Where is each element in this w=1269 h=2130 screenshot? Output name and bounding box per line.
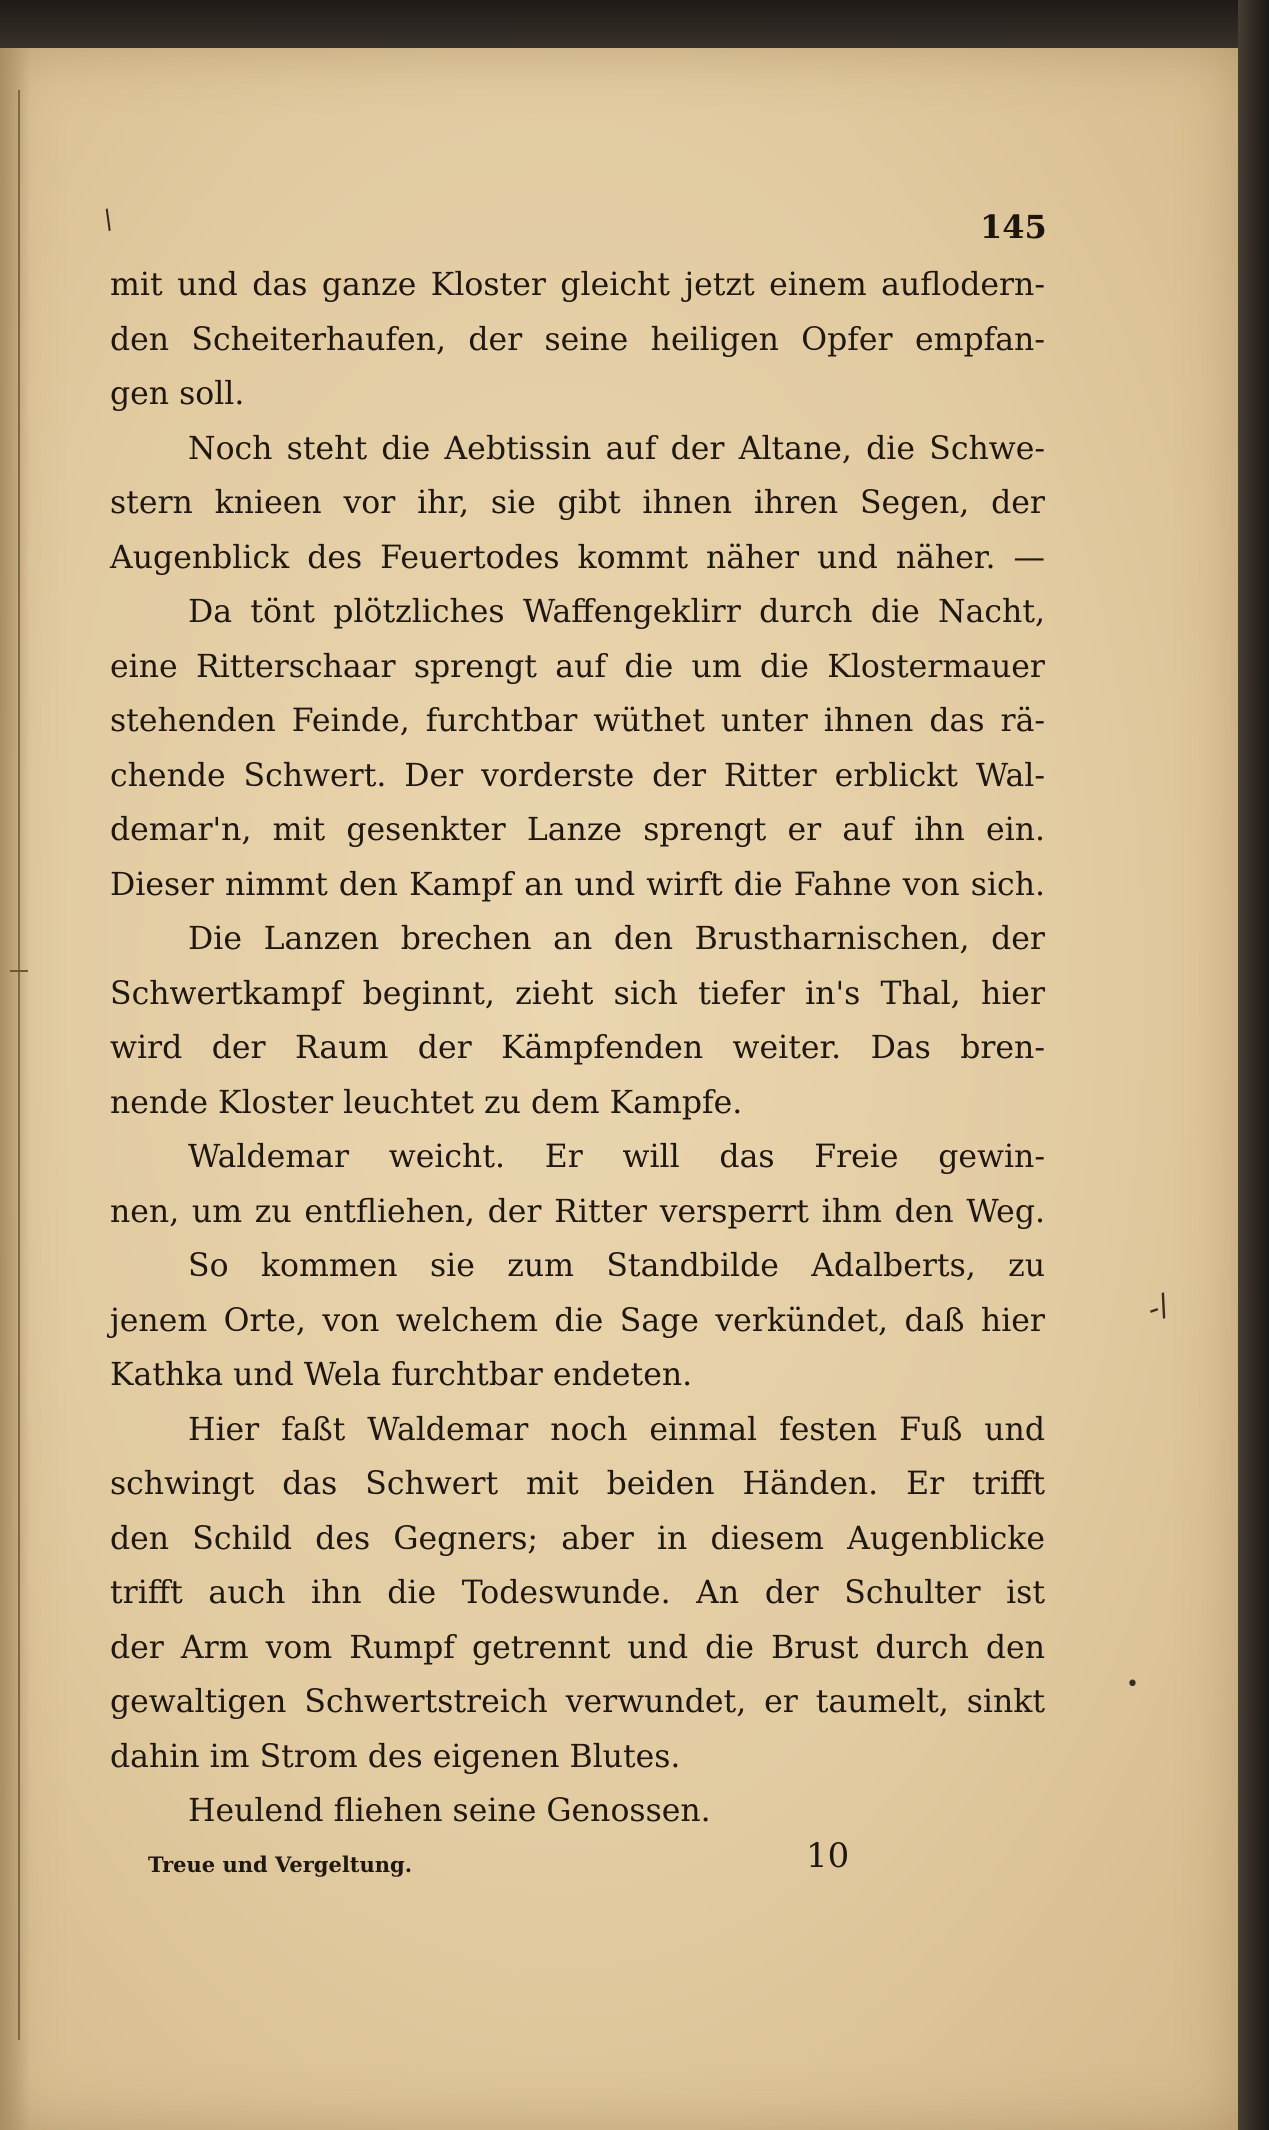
text-line: So kommen sie zum Standbilde Adalberts, zu: [188, 1248, 1045, 1284]
text-line: den Schild des Gegners; aber in diesem Augenblicke: [110, 1520, 1045, 1557]
ink-mark: /: [98, 204, 119, 236]
text-line: jenem Orte, von welchem die Sage verkündet, daß hier: [110, 1302, 1045, 1339]
text-line: stern knieen vor ihr, sie gibt ihnen ihren Segen, der: [110, 485, 1045, 521]
page-number: 145: [980, 208, 1047, 246]
text-line: demar'n, mit gesenkter Lanze sprengt er auf ihn ein.: [110, 812, 1045, 848]
text-line: nen, um zu entfliehen, der Ritter versperrt ihm den Weg.: [110, 1193, 1045, 1230]
text-line: Hier faßt Waldemar noch einmal festen Fuß und: [188, 1411, 1045, 1448]
text-line: Schwertkampf beginnt, zieht sich tiefer in's Thal, hier: [110, 975, 1045, 1012]
text-line: Noch steht die Aebtissin auf der Altane, die Schwe-: [188, 430, 1045, 467]
page-gutter: [0, 48, 30, 2130]
text-line: gewaltigen Schwertstreich verwundet, er taumelt, sinkt: [110, 1684, 1045, 1720]
ink-dot: •: [1126, 1672, 1139, 1697]
ink-mark: -/: [1142, 1287, 1175, 1328]
gutter-line: [18, 90, 20, 2040]
text-line: wird der Raum der Kämpfenden weiter. Das bren-: [110, 1030, 1045, 1066]
text-line: Kathka und Wela furchtbar endeten.: [110, 1357, 693, 1393]
text-line: Da tönt plötzliches Waffengeklirr durch die Nacht,: [188, 594, 1045, 630]
text-line: stehenden Feinde, furchtbar wüthet unter ihnen das rä-: [110, 703, 1045, 739]
text-line: nende Kloster leuchtet zu dem Kampfe.: [110, 1084, 743, 1121]
scan-border-right: [1238, 0, 1269, 2130]
text-line: Die Lanzen brechen an den Brustharnischen, der: [188, 921, 1045, 957]
text-line: mit und das ganze Kloster gleicht jetzt einem auflodern-: [110, 267, 1045, 303]
text-line: Augenblick des Feuertodes kommt näher und näher. —: [110, 539, 1045, 576]
signature-mark: 10: [806, 1836, 850, 1876]
text-line: dahin im Strom des eigenen Blutes.: [110, 1738, 681, 1775]
text-line: Heulend fliehen seine Genossen.: [188, 1793, 711, 1829]
scan-border-top: [0, 0, 1269, 52]
body-text: [110, 258, 1045, 1839]
text-line: chende Schwert. Der vorderste der Ritter erblickt Wal-: [110, 757, 1045, 794]
text-line: schwingt das Schwert mit beiden Händen. Er trifft: [110, 1466, 1045, 1502]
text-line: gen soll.: [110, 376, 245, 412]
text-line: Waldemar weicht. Er will das Freie gewin-: [188, 1139, 1045, 1175]
running-footer-title: Treue und Vergeltung.: [148, 1852, 413, 1877]
text-line: trifft auch ihn die Todeswunde. An der Schulter ist: [110, 1575, 1045, 1611]
text-line: den Scheiterhaufen, der seine heiligen Opfer empfan-: [110, 321, 1045, 358]
text-line: Dieser nimmt den Kampf an und wirft die Fahne von sich.: [110, 866, 1045, 903]
text-line: der Arm vom Rumpf getrennt und die Brust durch den: [110, 1629, 1045, 1666]
text-line: eine Ritterschaar sprengt auf die um die Klostermauer: [110, 648, 1045, 685]
gutter-tick: [10, 970, 28, 972]
